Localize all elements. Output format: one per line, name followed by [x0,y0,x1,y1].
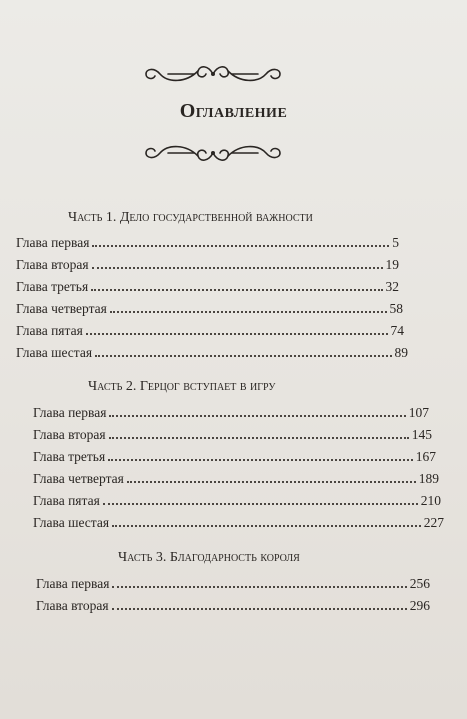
page-number: 210 [420,493,441,508]
page-number: 5 [392,235,399,250]
part-heading: Часть 1. Дело государственной важности [68,210,313,225]
chapter-label: Глава первая [36,576,110,591]
dot-leader [112,608,407,610]
page-number: 189 [418,471,439,486]
toc-entry[interactable] [33,469,439,487]
chapter-label: Глава первая [33,405,107,420]
page-title: Оглавление [179,100,288,122]
toc-entry[interactable] [16,255,399,273]
toc-entry[interactable] [33,447,436,465]
toc-entry[interactable] [33,513,444,531]
dot-leader [103,503,418,505]
dot-leader [92,267,383,269]
toc-entry[interactable] [16,299,403,317]
chapter-label: Глава третья [16,279,89,294]
dot-leader [86,333,388,335]
chapter-label: Глава шестая [16,345,93,360]
toc-entry[interactable] [16,233,399,251]
dot-leader [108,459,413,461]
part-heading: Часть 2. Герцог вступает в игру [88,379,276,394]
page-number: 19 [385,257,399,272]
toc-entry[interactable] [33,403,429,421]
toc-entry[interactable] [36,596,430,614]
chapter-label: Глава первая [16,235,90,250]
toc-entry[interactable] [16,343,408,361]
chapter-label: Глава пятая [16,323,83,338]
page-number: 256 [409,576,430,591]
chapter-label: Глава третья [33,449,106,464]
dot-leader [110,311,387,313]
dot-leader [109,415,405,417]
dot-leader [91,289,382,291]
dot-leader [109,437,409,439]
dot-leader [127,481,416,483]
page-number: 227 [423,515,444,530]
dot-leader [112,586,406,588]
dot-leader [95,355,391,357]
chapter-label: Глава четвертая [16,301,107,316]
dot-leader [112,525,421,527]
toc-entry[interactable] [36,574,430,592]
chapter-label: Глава шестая [33,515,110,530]
dot-leader [92,245,389,247]
toc-entry[interactable] [33,425,432,443]
page-number: 32 [385,279,399,294]
toc-entry[interactable] [16,277,399,295]
flourish-ornament-icon [138,140,288,166]
page-number: 145 [411,427,432,442]
page-number: 167 [415,449,436,464]
chapter-label: Глава пятая [33,493,100,508]
chapter-label: Глава вторая [33,427,106,442]
toc-entry[interactable] [16,321,404,339]
page-number: 89 [394,345,408,360]
page-number: 58 [389,301,403,316]
chapter-label: Глава четвертая [33,471,124,486]
page-number: 107 [408,405,429,420]
chapter-label: Глава вторая [36,598,109,613]
toc-entry[interactable] [33,491,441,509]
part-heading: Часть 3. Благодарность короля [118,550,300,565]
chapter-label: Глава вторая [16,257,89,272]
page-number: 296 [409,598,430,613]
page-number: 74 [390,323,404,338]
flourish-ornament-icon [138,61,288,87]
